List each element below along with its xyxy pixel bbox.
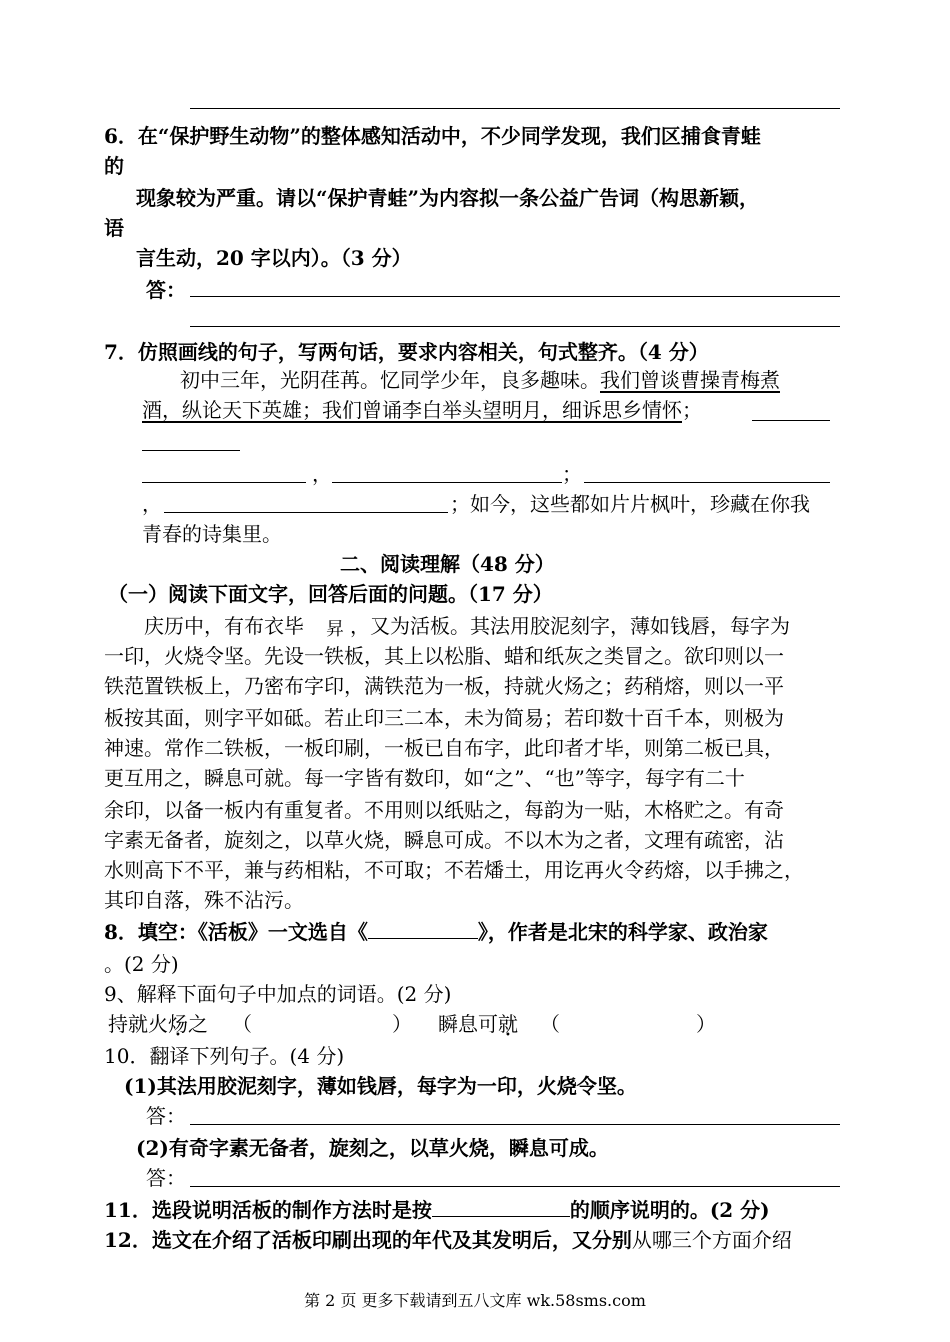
q6-line2: 的 (104, 154, 124, 178)
q10-answer-line-1[interactable] (190, 1124, 840, 1125)
q9-item2 (438, 1010, 518, 1038)
q6-answer-line-2[interactable] (190, 326, 840, 327)
passage-line-8: 字素无备者，旋刻之，以草火烧，瞬息可成。不以木为之者，文理有疏密，沾 (104, 828, 784, 852)
q12-end: 从哪三个方面介绍 (631, 1228, 792, 1252)
q11-line (104, 1196, 770, 1224)
q9-item2-paren-open: （ (540, 1012, 560, 1036)
q11-blank[interactable] (432, 1198, 570, 1217)
q7-underlined-2: 酒，纵论天下英雄；我们曾诵李白举头望明月，细诉思乡情怀 (142, 398, 682, 422)
section2-title: 二、阅读理解（48 分） (340, 552, 555, 576)
q8-blank[interactable] (368, 920, 478, 939)
q11-end: 的顺序说明的。(2 分) (569, 1198, 770, 1222)
passage-line-9: 水则高下不平，兼与药相粘，不可取；不若燔土，用讫再火令药熔，以手拂之， (104, 858, 804, 882)
passage-line-3: 铁范置铁板上，乃密布字印，满铁范为一板，持就火炀之；药稍熔，则以一平 (104, 674, 784, 698)
answer-line-top (190, 108, 840, 109)
q7-passage-line2 (142, 396, 702, 424)
q10-prompt: 10．翻译下列句子。(4 分) (104, 1044, 345, 1068)
q8-end: 》，作者是北宋的科学家、政治家 (477, 920, 768, 944)
page-footer: 第 2 页 更多下载请到五八文库 wk.58sms.com (304, 1291, 646, 1310)
q10-answer-label-2: 答： (146, 1166, 186, 1190)
q10-sentence-1: (1)其法用胶泥刻字，薄如钱唇，每字为一印，火烧令坚。 (124, 1074, 637, 1098)
q9-item2-paren-close[interactable]: ） (696, 1012, 716, 1036)
q7-semicolon: ； (682, 398, 702, 422)
q7-comma: ， (312, 462, 332, 486)
part1-title: （一）阅读下面文字，回答后面的问题。（17 分） (108, 582, 553, 606)
q9-item1-pre: 持就火 (108, 1012, 168, 1036)
q7-blank-e[interactable] (584, 482, 830, 483)
q6-line4: 语 (104, 216, 124, 240)
q10-sentence-2: (2)有奇字素无备者，旋刻之，以草火烧，瞬息可成。 (136, 1136, 609, 1160)
passage-line-1 (144, 612, 790, 640)
q10-answer-line-2[interactable] (190, 1186, 840, 1187)
q12-start: 12．选文在介绍了活板印刷出现的年代及其发明后，又分别 (104, 1228, 632, 1252)
q7-blank-a[interactable] (752, 420, 830, 421)
q9-item2-pre: 瞬息可 (438, 1012, 498, 1036)
q9-item1-paren-open: （ (232, 1012, 252, 1036)
q6-line3: 现象较为严重。请以“保护青蛙”为内容拟一条公益广告词（构思新颖， (136, 186, 760, 210)
q10-answer-label-1: 答： (146, 1104, 186, 1128)
q7-passage-line1 (180, 366, 780, 394)
passage-line-2: 一印，火烧令坚。先设一铁板，其上以松脂、蜡和纸灰之类冒之。欲印则以一 (104, 644, 784, 668)
passage-l1-rest: ，又为活板。其法用胶泥刻字，薄如钱唇，每字为 (350, 614, 790, 638)
q7-comma-2: ， (142, 492, 162, 516)
q6-answer-label: 答： (146, 278, 186, 302)
q11-start: 11．选段说明活板的制作方法时是按 (104, 1198, 432, 1222)
q8-start: 8．填空：《活板》一文选自《 (104, 920, 368, 944)
q7-tail2: 青春的诗集里。 (142, 522, 282, 546)
handwritten-character: 昇 (326, 619, 344, 640)
q7-prompt: 7．仿照画线的句子，写两句话，要求内容相关，句式整齐。（4 分） (104, 340, 709, 364)
q7-semicolon-2: ； (562, 462, 582, 486)
q8-line2: 。(2 分) (104, 952, 179, 976)
q7-blank-c[interactable] (142, 482, 306, 483)
passage-l1-start: 庆历中，有布衣毕 (144, 614, 304, 638)
q9-item2-dotted-word: 就 (498, 1012, 518, 1036)
passage-line-7: 余印，以备一板内有重复者。不用则以纸贴之，每韵为一贴，木格贮之。有奇 (104, 798, 784, 822)
q9-item1 (108, 1010, 208, 1038)
passage-line-10: 其印自落，殊不沾污。 (104, 888, 304, 912)
q7-tail: ；如今，这些都如片片枫叶，珍藏在你我 (450, 492, 810, 516)
q6-line1: 6．在“保护野生动物”的整体感知活动中，不少同学发现，我们区捕食青蛙 (104, 124, 761, 148)
q6-answer-line-1[interactable] (190, 296, 840, 297)
passage-line-4: 板按其面，则字平如砥。若止印三二本，未为简易；若印数十百千本，则极为 (104, 706, 784, 730)
q9-item1-post: 之 (188, 1012, 208, 1036)
q7-blank-b[interactable] (142, 450, 240, 451)
passage-line-6: 更互用之，瞬息可就。每一字皆有数印，如“之”、“也”等字，每字有二十 (104, 766, 745, 790)
q7-blank-d[interactable] (332, 482, 562, 483)
q7-intro: 初中三年，光阴荏苒。忆同学少年，良多趣味。 (180, 368, 600, 392)
q7-blank-f[interactable] (164, 512, 448, 513)
passage-line-5: 神速。常作二铁板，一板印刷，一板已自布字，此印者才毕，则第二板已具， (104, 736, 784, 760)
q7-underlined-1: 我们曾谈曹操青梅煮 (600, 368, 780, 392)
q8-line (104, 918, 768, 946)
q12-line (104, 1226, 792, 1254)
q9-item1-dotted-word: 炀 (168, 1012, 188, 1036)
q9-prompt: 9、解释下面句子中加点的词语。(2 分) (104, 982, 452, 1006)
q6-line5: 言生动，20 字以内）。（3 分） (136, 246, 412, 270)
q9-item1-paren-close[interactable]: ） (392, 1012, 412, 1036)
